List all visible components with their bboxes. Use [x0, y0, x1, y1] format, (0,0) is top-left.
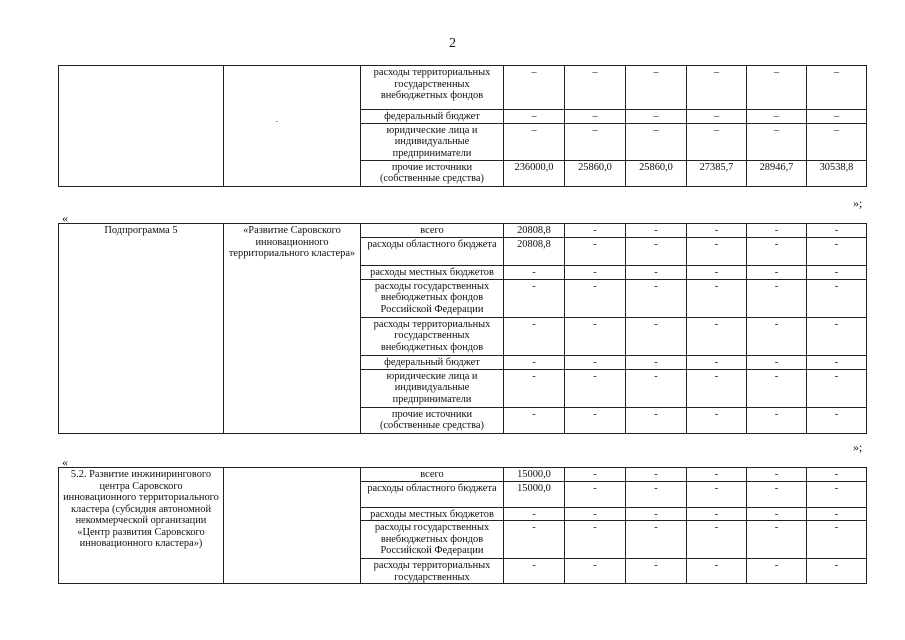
- amount-cell: –: [565, 110, 626, 124]
- amount-cell: -: [747, 369, 807, 407]
- amount-cell: -: [626, 468, 687, 482]
- amount-cell: -: [565, 279, 626, 317]
- amount-cell: -: [626, 559, 687, 584]
- amount-cell: –: [565, 66, 626, 110]
- amount-cell: -: [687, 481, 747, 507]
- amount-cell: -: [626, 407, 687, 433]
- funding-source-cell: расходы территориальных государственных внебюджетных фондов: [361, 317, 504, 355]
- program-title-cell: [224, 66, 361, 187]
- amount-cell: -: [687, 224, 747, 238]
- amount-cell: -: [565, 507, 626, 521]
- amount-cell: –: [807, 123, 867, 160]
- amount-cell: –: [504, 110, 565, 124]
- amount-cell: 25860,0: [626, 160, 687, 186]
- activity-5-2-table: [58, 467, 867, 584]
- amount-cell: 15000,0: [504, 481, 565, 507]
- quote-close-mark-2: »;: [853, 440, 863, 454]
- amount-cell: –: [504, 123, 565, 160]
- amount-cell: -: [565, 266, 626, 280]
- amount-cell: -: [504, 559, 565, 584]
- amount-cell: -: [504, 521, 565, 559]
- amount-cell: -: [747, 279, 807, 317]
- subprogram-5-table: [58, 223, 867, 434]
- funding-source-cell: прочие источники (собственные средства): [361, 407, 504, 433]
- funding-source-cell: расходы территориальных государственных: [361, 559, 504, 584]
- amount-cell: -: [626, 238, 687, 266]
- amount-cell: -: [687, 279, 747, 317]
- amount-cell: -: [807, 355, 867, 369]
- amount-cell: -: [747, 559, 807, 584]
- amount-cell: 28946,7: [747, 160, 807, 186]
- funding-source-cell: расходы государственных внебюджетных фондов Российской Федерации: [361, 521, 504, 559]
- program-name-cell: [59, 66, 224, 187]
- amount-cell: –: [807, 66, 867, 110]
- amount-cell: –: [747, 66, 807, 110]
- amount-cell: -: [504, 279, 565, 317]
- amount-cell: -: [565, 238, 626, 266]
- amount-cell: -: [807, 521, 867, 559]
- funding-source-cell: юридические лица и индивидуальные предприниматели: [361, 369, 504, 407]
- amount-cell: –: [747, 110, 807, 124]
- amount-cell: -: [807, 369, 867, 407]
- table-row: [59, 468, 867, 482]
- amount-cell: –: [626, 66, 687, 110]
- amount-cell: -: [504, 369, 565, 407]
- amount-cell: -: [565, 559, 626, 584]
- amount-cell: 20808,8: [504, 224, 565, 238]
- amount-cell: 15000,0: [504, 468, 565, 482]
- funding-source-cell: прочие источники (собственные средства): [361, 160, 504, 186]
- funding-source-cell: всего: [361, 224, 504, 238]
- program-name-cell: Подпрограмма 5: [59, 224, 224, 434]
- amount-cell: –: [687, 110, 747, 124]
- amount-cell: -: [687, 317, 747, 355]
- amount-cell: -: [747, 468, 807, 482]
- amount-cell: -: [747, 224, 807, 238]
- amount-cell: -: [565, 369, 626, 407]
- amount-cell: -: [807, 507, 867, 521]
- amount-cell: -: [687, 468, 747, 482]
- funding-source-cell: расходы территориальных государственных внебюджетных фондов: [361, 66, 504, 110]
- program-name-cell: 5.2. Развитие инжинирингового центра Саровского инновационного территориального кластера (субсидия автономной некоммерческой организации «Центр развития Саровского инновационного кластера»): [59, 468, 224, 584]
- amount-cell: 30538,8: [807, 160, 867, 186]
- amount-cell: -: [626, 481, 687, 507]
- amount-cell: -: [626, 507, 687, 521]
- amount-cell: -: [504, 407, 565, 433]
- amount-cell: -: [807, 238, 867, 266]
- amount-cell: -: [687, 355, 747, 369]
- funding-source-cell: федеральный бюджет: [361, 110, 504, 124]
- funding-source-cell: всего: [361, 468, 504, 482]
- amount-cell: –: [687, 66, 747, 110]
- amount-cell: -: [807, 266, 867, 280]
- amount-cell: 25860,0: [565, 160, 626, 186]
- program-title-cell: [224, 468, 361, 584]
- amount-cell: 20808,8: [504, 238, 565, 266]
- amount-cell: -: [807, 407, 867, 433]
- table-row: [59, 66, 867, 110]
- amount-cell: -: [747, 407, 807, 433]
- funding-source-cell: федеральный бюджет: [361, 355, 504, 369]
- amount-cell: -: [687, 407, 747, 433]
- amount-cell: -: [807, 481, 867, 507]
- funding-source-cell: расходы местных бюджетов: [361, 266, 504, 280]
- amount-cell: -: [504, 507, 565, 521]
- program-title-cell: «Развитие Саровского инновационного территориального кластера»: [224, 224, 361, 434]
- amount-cell: -: [565, 468, 626, 482]
- amount-cell: -: [565, 224, 626, 238]
- amount-cell: -: [807, 468, 867, 482]
- amount-cell: –: [807, 110, 867, 124]
- funding-table-continued: [58, 65, 867, 187]
- amount-cell: -: [504, 266, 565, 280]
- page-number: 2: [449, 36, 456, 51]
- amount-cell: -: [687, 266, 747, 280]
- amount-cell: 27385,7: [687, 160, 747, 186]
- amount-cell: -: [807, 559, 867, 584]
- amount-cell: –: [747, 123, 807, 160]
- amount-cell: -: [626, 317, 687, 355]
- amount-cell: -: [504, 317, 565, 355]
- amount-cell: -: [747, 507, 807, 521]
- amount-cell: 236000,0: [504, 160, 565, 186]
- amount-cell: -: [687, 521, 747, 559]
- amount-cell: -: [565, 407, 626, 433]
- amount-cell: -: [626, 224, 687, 238]
- scan-speck: [276, 121, 278, 122]
- amount-cell: -: [565, 355, 626, 369]
- table-row: [59, 224, 867, 238]
- amount-cell: –: [565, 123, 626, 160]
- amount-cell: -: [687, 559, 747, 584]
- amount-cell: -: [687, 369, 747, 407]
- amount-cell: -: [807, 224, 867, 238]
- amount-cell: -: [747, 521, 807, 559]
- amount-cell: –: [687, 123, 747, 160]
- amount-cell: –: [626, 123, 687, 160]
- amount-cell: -: [807, 317, 867, 355]
- quote-open-mark: «: [62, 211, 68, 225]
- amount-cell: -: [626, 369, 687, 407]
- amount-cell: -: [687, 507, 747, 521]
- funding-source-cell: расходы областного бюджета: [361, 481, 504, 507]
- amount-cell: -: [747, 481, 807, 507]
- funding-source-cell: расходы местных бюджетов: [361, 507, 504, 521]
- amount-cell: -: [565, 317, 626, 355]
- quote-open-mark-2: «: [62, 455, 68, 469]
- amount-cell: -: [626, 266, 687, 280]
- amount-cell: -: [565, 521, 626, 559]
- amount-cell: -: [626, 355, 687, 369]
- amount-cell: –: [504, 66, 565, 110]
- amount-cell: -: [807, 279, 867, 317]
- funding-source-cell: юридические лица и индивидуальные предприниматели: [361, 123, 504, 160]
- amount-cell: –: [626, 110, 687, 124]
- amount-cell: -: [747, 266, 807, 280]
- amount-cell: -: [747, 317, 807, 355]
- funding-source-cell: расходы государственных внебюджетных фондов Российской Федерации: [361, 279, 504, 317]
- amount-cell: -: [626, 521, 687, 559]
- amount-cell: -: [504, 355, 565, 369]
- amount-cell: -: [747, 355, 807, 369]
- amount-cell: -: [626, 279, 687, 317]
- amount-cell: -: [565, 481, 626, 507]
- amount-cell: -: [747, 238, 807, 266]
- funding-source-cell: расходы областного бюджета: [361, 238, 504, 266]
- quote-close-mark: »;: [853, 196, 863, 210]
- amount-cell: -: [687, 238, 747, 266]
